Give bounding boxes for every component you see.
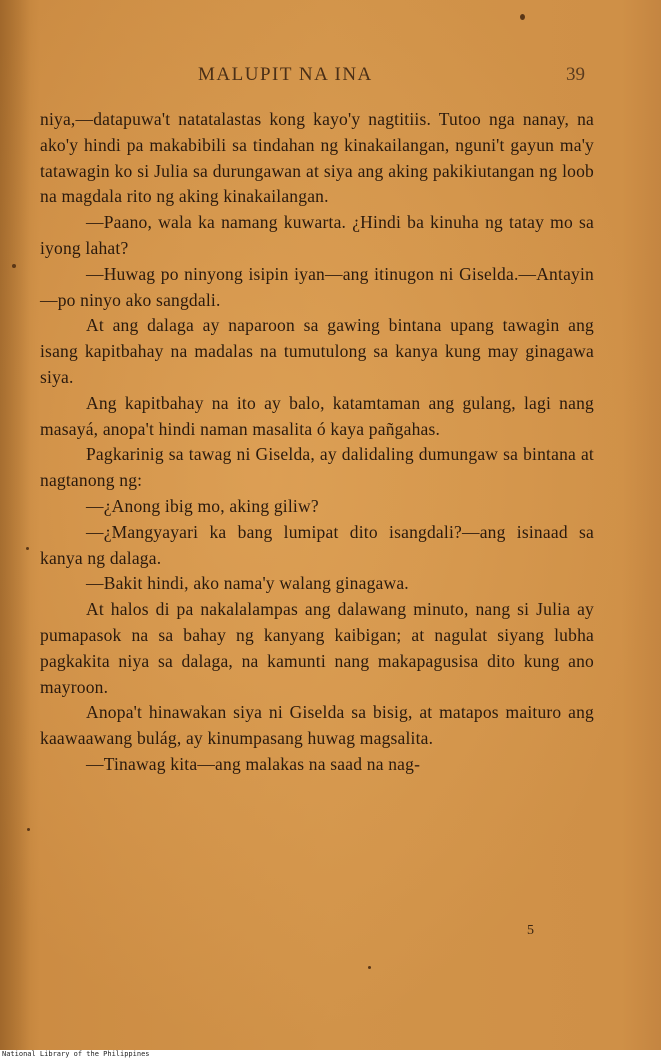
running-head-title: MALUPIT NA INA (198, 64, 373, 85)
paragraph-8: —¿Mangyayari ka bang lumipat dito isangdali?—ang isinaad sa kanya ng dalaga. (40, 521, 594, 568)
ink-speck (26, 547, 29, 550)
paragraph-10: At halos di pa nakalalampas ang dalawang minuto, nang si Julia ay pumapasok na sa bahay ng kanyang kaibigan; at nagulat siyang lubha pagkakita niya sa dalaga, na kamunti nang makapagusisa dito kung ano mayroon. (40, 599, 594, 697)
paragraph-12: —Tinawag kita—ang malakas na saad na nag- (86, 753, 421, 774)
paragraph-5: Ang kapitbahay na ito ay balo, katamtaman ang gulang, lagi nang masayá, anopa't hindi naman masalita ó kaya pañgahas. (40, 392, 594, 439)
binding-shadow (0, 0, 30, 1050)
footer-credit: National Library of the Philippines (2, 1050, 150, 1058)
paragraph-7: —¿Anong ibig mo, aking giliw? (86, 495, 319, 516)
paragraph-4: At ang dalaga ay naparoon sa gawing bintana upang tawagin ang isang kapitbahay na madalas na tumutulong sa kanya kung may ginagawa siya. (40, 315, 594, 387)
page-number: 39 (566, 64, 585, 85)
paragraph-11: Anopa't hinawakan siya ni Giselda sa bisig, at matapos maituro ang kaawaawang bulág, ay kinumpasang huwag magsalita. (40, 702, 594, 749)
ink-speck (520, 14, 525, 20)
paragraph-6: Pagkarinig sa tawag ni Giselda, ay dalidaling dumungaw sa bintana at nagtanong ng: (40, 444, 594, 491)
running-head (0, 64, 661, 88)
ink-speck (12, 264, 16, 268)
signature-mark: 5 (527, 923, 534, 938)
body-text (40, 107, 594, 778)
paragraph-9: —Bakit hindi, ako nama'y walang ginagawa. (86, 573, 409, 594)
paragraph-1: niya,—datapuwa't natatalastas kong kayo'y nagtitiis. Tutoo nga nanay, na ako'y hindi pa makabibili sa tindahan ng kinakailangan, nguni't gayun ma'y tatawagin ko si Julia sa durungawan at siya ang aking pakikiutangan ng loob na magdala rito ng aking kinakailangan. (40, 109, 594, 207)
ink-speck (368, 966, 371, 969)
ink-speck (27, 828, 30, 831)
paragraph-2: —Paano, wala ka namang kuwarta. ¿Hindi ba kinuha ng tatay mo sa iyong lahat? (40, 212, 594, 258)
paragraph-3: —Huwag po ninyong isipin iyan—ang itinugon ni Giselda.—Antayin—po ninyo ako sangdali. (40, 263, 594, 310)
